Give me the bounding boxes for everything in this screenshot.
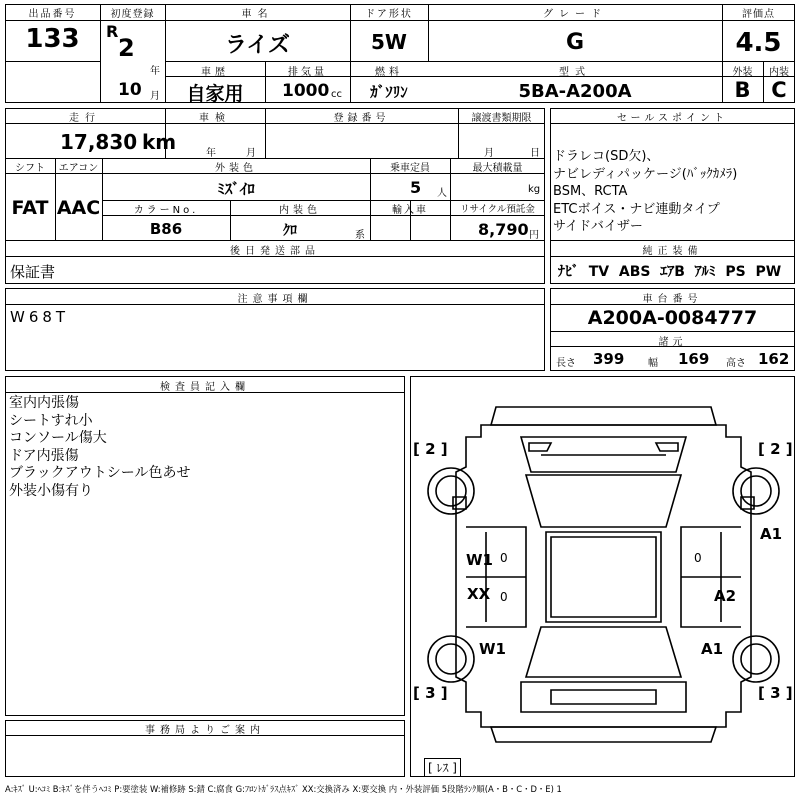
equip-pw: PW xyxy=(755,264,782,280)
interior-label: 内装 xyxy=(769,67,789,78)
color-label: 外装色 xyxy=(215,163,257,174)
month-unit: 月 xyxy=(150,91,160,102)
displacement: 1000 xyxy=(282,81,330,101)
wheel-front-right xyxy=(733,468,779,514)
car-name: ライズ xyxy=(224,33,291,58)
inspector-notes xyxy=(9,395,190,500)
equipment-list xyxy=(558,261,781,281)
legend: A:ｷｽﾞ U:ﾍｺﾐ B:ｷｽﾞを伴うﾍｺﾐ P:要塗装 W:補修跡 S:錆 C:腐食 G:ﾌﾛﾝﾄｶﾞﾗｽ点ｷｽﾞ XX:交換済み X:要交換 内・外装評価 5段階ﾗﾝｸ順(A・B・C・D・E) 1 xyxy=(5,784,562,794)
office-label: 事務局よりご案内 xyxy=(145,725,265,736)
model-label: 型式 xyxy=(559,67,591,78)
inspection-month-unit: 月 xyxy=(246,148,256,159)
equip-navi: ﾅﾋﾞ xyxy=(558,264,579,280)
load-label: 最大積載量 xyxy=(472,163,523,174)
inspector-line: ブラックアウトシール色あせ xyxy=(9,465,191,481)
glass-left-top: [ 2 ] xyxy=(413,440,448,458)
damage-w1-upper: W1 xyxy=(466,551,493,569)
history-label: 車歴 xyxy=(201,67,229,78)
windshield xyxy=(526,475,681,527)
later-parts-label: 後日発送部品 xyxy=(230,246,320,257)
grade-label: グレード xyxy=(543,9,607,20)
fuel-label: 燃料 xyxy=(375,67,403,78)
reg-label: 初度登録 xyxy=(110,9,155,20)
grade: G xyxy=(565,30,585,55)
plate-label: 登録番号 xyxy=(333,113,390,124)
wheel-rear-left xyxy=(428,636,474,682)
glass-left-bottom: [ 3 ] xyxy=(413,684,448,702)
recycle-fee: 8,790 xyxy=(478,220,529,239)
displacement-label: 排気量 xyxy=(288,67,327,78)
inspector-line: シートすれ小 xyxy=(9,412,93,429)
year-unit: 年 xyxy=(150,66,160,77)
capacity: 5 xyxy=(410,178,422,197)
mileage-label: 走行 xyxy=(69,113,101,124)
rear-tag: [ ﾚｽ ] xyxy=(424,758,461,777)
interior-grade: C xyxy=(771,78,787,102)
zero-left-upper: 0 xyxy=(500,551,508,565)
inspection-year-unit: 年 xyxy=(206,148,216,159)
recycle-label: リサイクル預託金 xyxy=(460,204,535,215)
exterior-color: ﾐｽﾞｲﾛ xyxy=(217,180,255,198)
sales-point-label: セールスポイント xyxy=(616,113,729,124)
reg-month: 10 xyxy=(118,80,142,100)
equip-ps: PS xyxy=(725,264,746,280)
lot-label: 出品番号 xyxy=(28,9,77,20)
notes-text: W68T xyxy=(10,308,70,326)
shift-label: シフト xyxy=(15,163,45,174)
wheel-front-left xyxy=(428,468,474,514)
mileage: 17,830 xyxy=(60,130,138,154)
exterior-label: 外装 xyxy=(732,67,753,78)
sales-line: ナビレディパッケージ(ﾊﾞｯｸｶﾒﾗ) xyxy=(553,166,738,182)
inspector-label: 検査員記入欄 xyxy=(160,382,250,393)
length: 399 xyxy=(593,350,625,368)
door-label: ドア形状 xyxy=(365,9,413,20)
int-color-label: 内装色 xyxy=(279,205,321,216)
rear-window xyxy=(526,627,681,677)
dims-label: 諸元 xyxy=(658,337,687,348)
later-parts: 保証書 xyxy=(10,263,56,281)
fuel: ｶﾞｿﾘﾝ xyxy=(370,83,408,101)
import-label: 輸入車 xyxy=(392,205,428,216)
height-label: 高さ xyxy=(726,358,746,369)
model: 5BA-A200A xyxy=(518,81,632,102)
inspector-line: コンソール傷大 xyxy=(9,430,107,446)
inspector-line: ドア内張傷 xyxy=(9,447,79,464)
ac: AAC xyxy=(56,197,101,219)
door-type: 5W xyxy=(371,30,407,54)
int-color-unit: 系 xyxy=(355,230,365,241)
shift: FAT xyxy=(11,197,49,219)
reg-year: 2 xyxy=(118,34,135,62)
sales-line: ドラレコ(SD欠)、 xyxy=(553,149,660,164)
deadline-label: 譲渡書類期限 xyxy=(471,113,532,124)
color-no-label: カラーNo. xyxy=(133,205,199,216)
capacity-unit: 人 xyxy=(437,188,447,199)
load-unit: kg xyxy=(528,184,541,195)
score: 4.5 xyxy=(735,28,782,58)
equip-tv: TV xyxy=(588,264,610,280)
capacity-label: 乗車定員 xyxy=(390,163,430,174)
sales-line: サイドバイザー xyxy=(553,219,643,234)
sales-line: BSM、RCTA xyxy=(553,184,628,199)
car-diagram-svg xyxy=(411,377,795,777)
inspection-label: 車検 xyxy=(199,113,231,124)
equip-alloy: ｱﾙﾐ xyxy=(694,264,716,280)
damage-xx: XX xyxy=(467,585,491,603)
inspector-line: 外装小傷有り xyxy=(9,482,93,499)
interior-color: ｸﾛ xyxy=(283,223,297,239)
score-label: 評価点 xyxy=(742,9,775,20)
width-label: 幅 xyxy=(648,358,658,369)
width: 169 xyxy=(678,350,710,368)
damage-a2: A2 xyxy=(714,587,737,605)
deadline-day-unit: 日 xyxy=(530,148,540,159)
height: 162 xyxy=(758,350,790,368)
inspector-line: 室内内張傷 xyxy=(9,395,79,411)
wheel-rear-right xyxy=(733,636,779,682)
damage-a1-upper: A1 xyxy=(760,525,783,543)
glass-right-top: [ 2 ] xyxy=(758,440,793,458)
recycle-unit: 円 xyxy=(529,230,539,241)
name-label: 車名 xyxy=(241,9,274,20)
zero-right-upper: 0 xyxy=(694,551,702,565)
equip-airbag: ｴｱB xyxy=(660,264,685,280)
era: R xyxy=(106,22,119,41)
lot-number: 133 xyxy=(25,24,80,54)
notes-label: 注意事項欄 xyxy=(237,294,313,305)
zero-left-lower: 0 xyxy=(500,590,508,604)
deadline-month-unit: 月 xyxy=(484,148,494,159)
equip-abs: ABS xyxy=(618,264,651,280)
history: 自家用 xyxy=(186,83,244,105)
length-label: 長さ xyxy=(556,358,576,369)
sales-point-text xyxy=(553,148,737,236)
chassis-label: 車台番号 xyxy=(642,294,703,305)
glass-right-bottom: [ 3 ] xyxy=(758,684,793,702)
roof xyxy=(546,532,661,622)
equipment-label: 純正装備 xyxy=(642,246,703,257)
exterior-grade: B xyxy=(734,78,751,102)
sales-line: ETCボイス・ナビ連動タイプ xyxy=(553,201,720,217)
displacement-unit: cc xyxy=(331,89,342,100)
chassis-number: A200A-0084777 xyxy=(587,307,758,329)
color-number: B86 xyxy=(149,220,183,238)
damage-w1-lower: W1 xyxy=(479,640,506,658)
damage-a1-lower: A1 xyxy=(701,640,724,658)
mileage-unit: km xyxy=(142,130,177,154)
ac-label: エアコン xyxy=(58,163,99,174)
car-diagram xyxy=(410,376,795,777)
